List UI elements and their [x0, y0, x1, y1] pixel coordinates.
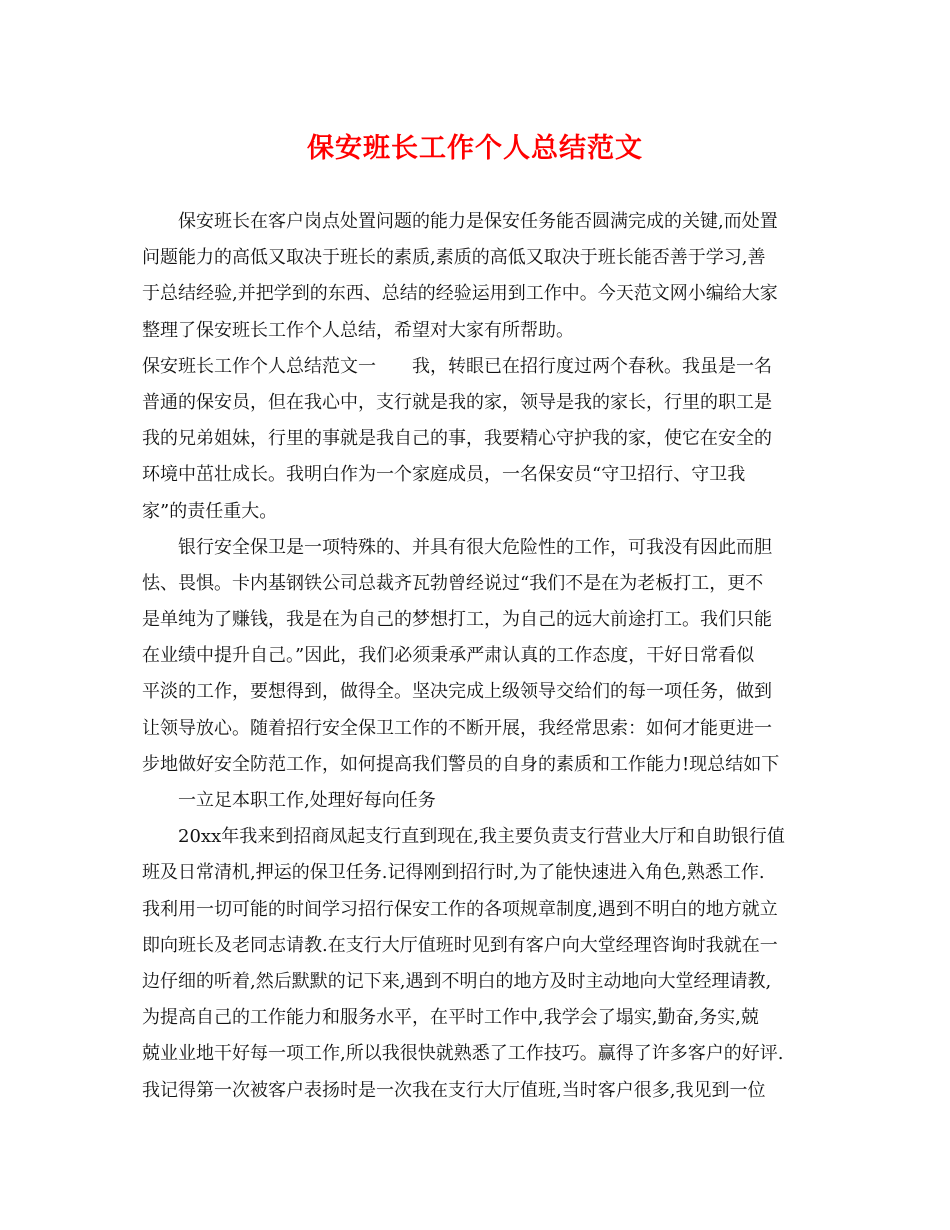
body-line: 家”的责任重大。 — [142, 500, 278, 522]
body-line: 步地做好安全防范工作，如何提高我们警员的自身的素质和工作能力!现总结如下 — [142, 753, 780, 775]
body-line: 是单纯为了赚钱，我是在为自己的梦想打工，为自己的远大前途打工。我们只能 — [142, 609, 772, 631]
body-line: 班及日常清机,押运的保卫任务.记得刚到招行时,为了能快速进入角色,熟悉工作. — [142, 862, 765, 884]
body-line: 平淡的工作，要想得到，做得全。坚决完成上级领导交给们的每一项任务，做到 — [142, 681, 772, 703]
body-line: 怯、畏惧。卡内基钢铁公司总裁齐瓦勃曾经说过“我们不是在为老板打工，更不 — [142, 572, 764, 594]
body-line: 我记得第一次被客户表扬时是一次我在支行大厅值班,当时客户很多,我见到一位 — [142, 1079, 766, 1101]
body-line: 保安班长工作个人总结范文一 我，转眼已在招行度过两个春秋。我虽是一名 — [142, 355, 772, 377]
body-line: 我的兄弟姐妹，行里的事就是我自己的事，我要精心守护我的家，使它在安全的 — [142, 428, 772, 450]
body-line: 普通的保安员，但在我心中，支行就是我的家，领导是我的家长，行里的职工是 — [142, 391, 772, 413]
body-line: 边仔细的听着,然后默默的记下来,遇到不明白的地方及时主动地向大堂经理请教, — [142, 970, 772, 992]
body-line: 银行安全保卫是一项特殊的、并具有很大危险性的工作，可我没有因此而胆 — [178, 536, 772, 558]
body-line: 让领导放心。随着招行安全保卫工作的不断开展，我经常思索：如何才能更进一 — [142, 717, 772, 739]
document-title: 保安班长工作个人总结范文 — [307, 133, 643, 164]
body-line: 我利用一切可能的时间学习招行保安工作的各项规章制度,遇到不明白的地方就立 — [142, 898, 778, 920]
body-line: 于总结经验,并把学到的东西、总结的经验运用到工作中。今天范文网小编给大家 — [142, 283, 778, 305]
document-body — [142, 204, 802, 1109]
body-line: 保安班长在客户岗点处置问题的能力是保安任务能否圆满完成的关键,而处置 — [178, 211, 778, 232]
body-line: 环境中茁壮成长。我明白作为一个家庭成员，一名保安员“守卫招行、守卫我 — [142, 464, 746, 486]
body-line: 问题能力的高低又取决于班长的素质,素质的高低又取决于班长能否善于学习,善 — [142, 247, 766, 269]
body-line: 20xx年我来到招商凤起支行直到现在,我主要负责支行营业大厅和自助银行值 — [178, 826, 785, 848]
body-line: 即向班长及老同志请教.在支行大厅值班时见到有客户向大堂经理咨询时我就在一 — [142, 934, 778, 956]
body-line: 为提高自己的工作能力和服务水平，在平时工作中,我学会了塌实,勤奋,务实,兢 — [142, 1007, 759, 1029]
body-line: 在业绩中提升自己。”因此，我们必须秉承严肃认真的工作态度，干好日常看似 — [142, 645, 755, 667]
section-heading: 一立足本职工作,处理好每向任务 — [178, 790, 436, 811]
body-line: 整理了保安班长工作个人总结，希望对大家有所帮助。 — [142, 319, 574, 341]
body-line: 兢业业地干好每一项工作,所以我很快就熟悉了工作技巧。赢得了许多客户的好评. — [142, 1043, 784, 1065]
